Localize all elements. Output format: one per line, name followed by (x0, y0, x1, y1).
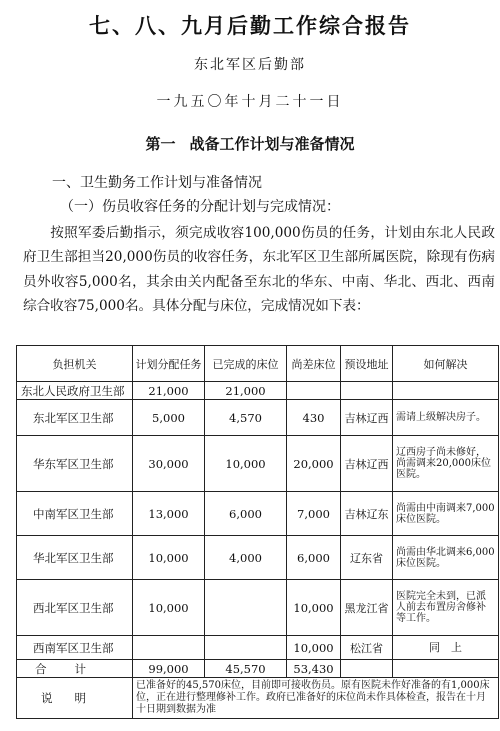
cell-plan: 10,000 (133, 536, 205, 580)
cell-done (205, 580, 287, 636)
header-solution: 如何解决 (393, 346, 499, 382)
cell-done (205, 636, 287, 660)
cell-done: 6,000 (205, 492, 287, 536)
table-row (17, 436, 499, 492)
heading-level-2: （一）伤员收容任务的分配计划与完成情况： (60, 199, 340, 215)
table-row (17, 580, 499, 636)
table-row (17, 382, 499, 400)
cell-plan: 13,000 (133, 492, 205, 536)
total-plan: 99,000 (133, 660, 205, 678)
cell-done: 4,570 (205, 400, 287, 436)
cell-short: 430 (287, 400, 341, 436)
cell-plan: 10,000 (133, 580, 205, 636)
cell-short: 6,000 (287, 536, 341, 580)
table-row (17, 492, 499, 536)
cell-short: 10,000 (287, 636, 341, 660)
total-done: 45,570 (205, 660, 287, 678)
cell-org: 中南军区卫生部 (17, 492, 133, 536)
cell-org: 华东军区卫生部 (17, 436, 133, 492)
cell-org: 西北军区卫生部 (17, 580, 133, 636)
cell-site: 吉林辽西 (341, 400, 393, 436)
cell-solution (393, 382, 499, 400)
section-number: 第一 (145, 135, 176, 153)
table-row (17, 536, 499, 580)
header-plan: 计划分配任务 (133, 346, 205, 382)
cell-done: 21,000 (205, 382, 287, 400)
table-note-row (17, 678, 499, 719)
allocation-table (16, 345, 499, 719)
cell-solution: 医院完全未到，已派人前去布置房舍修补等工作。 (393, 580, 499, 636)
cell-solution: 需请上级解决房子。 (393, 400, 499, 436)
cell-done: 4,000 (205, 536, 287, 580)
cell-plan: 21,000 (133, 382, 205, 400)
cell-solution: 尚需由华北调来6,000床位医院。 (393, 536, 499, 580)
cell-short (287, 382, 341, 400)
report-title: 七、八、九月后勤工作综合报告 (89, 14, 411, 38)
cell-short: 20,000 (287, 436, 341, 492)
table-header-row (17, 346, 499, 382)
header-short: 尚差床位 (287, 346, 341, 382)
total-short: 53,430 (287, 660, 341, 678)
cell-plan (133, 636, 205, 660)
header-site: 预设地址 (341, 346, 393, 382)
table-row (17, 636, 499, 660)
cell-site: 吉林辽西 (341, 436, 393, 492)
cell-solution: 辽西房子尚未修好，尚需调来20,000床位医院。 (393, 436, 499, 492)
cell-short: 10,000 (287, 580, 341, 636)
cell-org: 华北军区卫生部 (17, 536, 133, 580)
total-label: 合计 (17, 660, 133, 678)
body-paragraph: 按照军委后勤指示，须完成收容100,000伤员的任务，计划由东北人民政府卫生部担当20,000伤员的收容任务，东北军区卫生部所属医院，除现有伤病员外收容5,000名，其余由关内配备至东北的华东、中南、华北、西北、西南综合收容75,000名。具体分配与床位，完成情况如下表： (23, 225, 495, 314)
cell-org: 东北军区卫生部 (17, 400, 133, 436)
cell-solution: 尚需由中南调来7,000床位医院。 (393, 492, 499, 536)
table-row (17, 400, 499, 436)
cell-org: 东北人民政府卫生部 (17, 382, 133, 400)
cell-done: 10,000 (205, 436, 287, 492)
report-org: 东北军区后勤部 (194, 57, 306, 73)
cell-site: 吉林辽东 (341, 492, 393, 536)
cell-org: 西南军区卫生部 (17, 636, 133, 660)
cell-site: 黑龙江省 (341, 580, 393, 636)
cell-site: 辽东省 (341, 536, 393, 580)
note-text: 已准备好的45,570床位，目前即可接收伤员。原有医院未作好准备的有1,000床位，正在进行整理修补工作。政府已准备好的床位尚未作具体检查，报告在十月十日期到数据为准 (133, 678, 499, 719)
note-label: 说明 (17, 678, 133, 719)
cell-solution: 同 上 (393, 636, 499, 660)
cell-plan: 5,000 (133, 400, 205, 436)
heading-level-1: 一、卫生勤务工作计划与准备情况 (52, 175, 262, 191)
section-title: 战备工作计划与准备情况 (189, 135, 355, 153)
cell-site (341, 382, 393, 400)
report-date: 一九五〇年十月二十一日 (156, 94, 344, 110)
cell-short: 7,000 (287, 492, 341, 536)
cell-plan: 30,000 (133, 436, 205, 492)
header-done: 已完成的床位 (205, 346, 287, 382)
section-heading (0, 133, 500, 154)
cell-site: 松江省 (341, 636, 393, 660)
table-total-row (17, 660, 499, 678)
header-org: 负担机关 (17, 346, 133, 382)
